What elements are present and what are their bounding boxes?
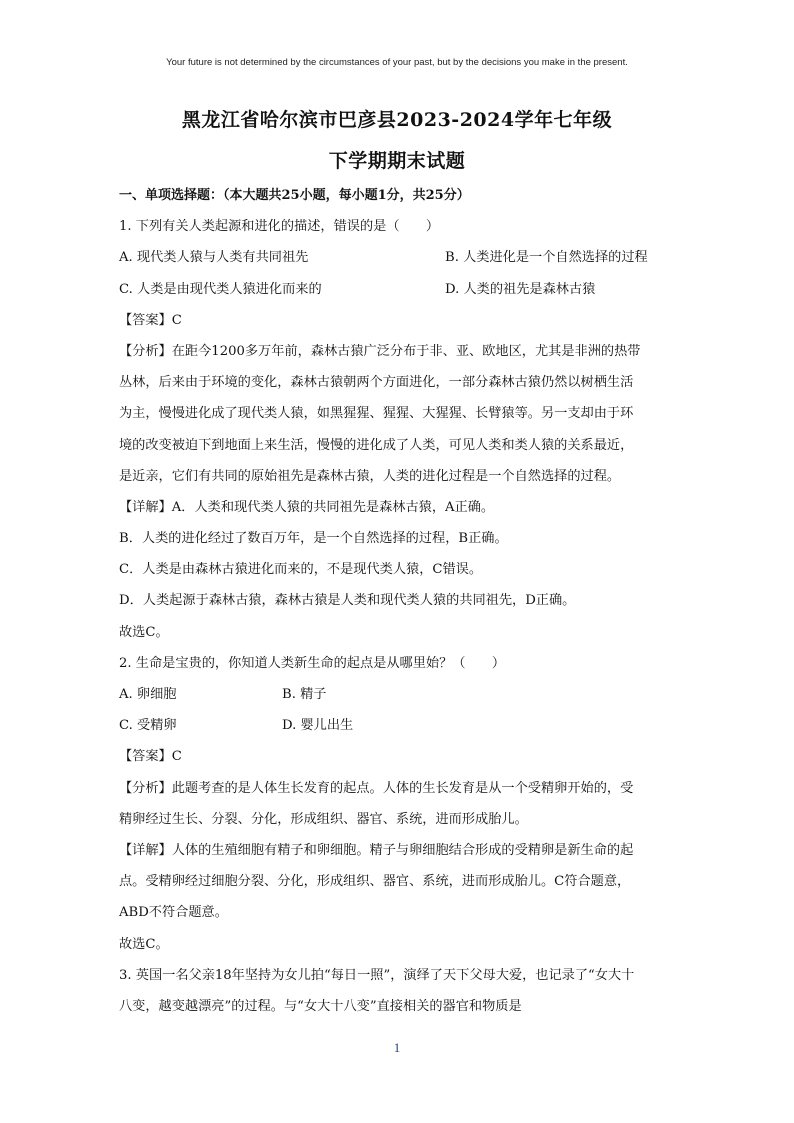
analysis-line: 丛林，后来由于环境的变化，森林古猿朝两个方面进化，一部分森林古猿仍然以树栖生活 xyxy=(119,375,634,391)
detail-line: 【详解】人体的生殖细胞有精子和卵细胞。精子与卵细胞结合形成的受精卵是新生命的起 xyxy=(119,842,634,858)
document-body xyxy=(119,186,679,1028)
detail-line: D．人类起源于森林古猿，森林古猿是人类和现代类人猿的共同祖先，D正确。 xyxy=(119,593,576,609)
page-header-motto: Your future is not determined by the circumstances of your past, but by the decisions you make in the present. xyxy=(166,57,628,68)
page-number: 1 xyxy=(393,1040,401,1055)
analysis-line: 为主，慢慢进化成了现代类人猿，如黑猩猩、猩猩、大猩猩、长臂猿等。另一支却由于环 xyxy=(119,406,634,422)
option-row xyxy=(119,280,679,311)
option-d: D. 婴儿出生 xyxy=(282,718,354,734)
analysis-line: 精卵经过生长、分裂、分化，形成组织、器官、系统，进而形成胎儿。 xyxy=(119,811,528,827)
conclusion-line: 故选C。 xyxy=(119,936,169,952)
page-subtitle: 下学期期末试题 xyxy=(328,150,466,172)
option-row xyxy=(119,716,679,747)
analysis-line: 【分析】在距今1200多万年前，森林古猿广泛分布于非、亚、欧地区，尤其是非洲的热带 xyxy=(119,343,641,359)
detail-line: C．人类是由森林古猿进化而来的，不是现代类人猿，C错误。 xyxy=(119,562,483,578)
conclusion-line: 故选C。 xyxy=(119,624,169,640)
option-row xyxy=(119,248,679,279)
analysis-line: 是近亲，它们有共同的原始祖先是森林古猿，人类的进化过程是一个自然选择的过程。 xyxy=(119,468,621,484)
option-row xyxy=(119,685,679,716)
question-stem: 八变，越变越漂亮”的过程。与“女大十八变”直接相关的器官和物质是 xyxy=(119,998,522,1014)
section-heading: 一、单项选择题：（本大题共25小题，每小题1分，共25分） xyxy=(119,188,470,203)
option-c: C. 人类是由现代类人猿进化而来的 xyxy=(119,281,322,297)
answer-line: 【答案】C xyxy=(119,312,182,328)
answer-line: 【答案】C xyxy=(119,749,182,765)
detail-line: 点。受精卵经过细胞分裂、分化，形成组织、器官、系统，进而形成胎儿。C符合题意， xyxy=(119,874,631,890)
question-stem: 2. 生命是宝贵的，你知道人类新生命的起点是从哪里始？（ ） xyxy=(119,655,506,671)
option-d: D. 人类的祖先是森林古猿 xyxy=(445,281,596,297)
detail-line: ABD不符合题意。 xyxy=(119,905,228,921)
analysis-line: 【分析】此题考查的是人体生长发育的起点。人体的生长发育是从一个受精卵开始的，受 xyxy=(119,780,634,796)
analysis-line: 境的改变被迫下到地面上来生活，慢慢的进化成了人类，可见人类和类人猿的关系最近， xyxy=(119,437,634,453)
page-title: 黑龙江省哈尔滨市巴彦县2023-2024学年七年级 xyxy=(181,109,613,131)
question-stem: 1. 下列有关人类起源和进化的描述，错误的是（ ） xyxy=(119,219,440,235)
option-a: A. 现代类人猿与人类有共同祖先 xyxy=(119,250,309,266)
option-a: A. 卵细胞 xyxy=(119,687,177,702)
option-c: C. 受精卵 xyxy=(119,718,177,734)
option-b: B. 人类进化是一个自然选择的过程 xyxy=(445,250,648,266)
question-stem: 3. 英国一名父亲18年坚持为女儿拍“每日一照”，演绎了天下父母大爱，也记录了“女大十 xyxy=(119,967,635,983)
detail-line: B．人类的进化经过了数百万年，是一个自然选择的过程，B正确。 xyxy=(119,531,508,547)
option-b: B. 精子 xyxy=(282,687,327,702)
detail-line: 【详解】A．人类和现代类人猿的共同祖先是森林古猿，A正确。 xyxy=(119,499,495,515)
